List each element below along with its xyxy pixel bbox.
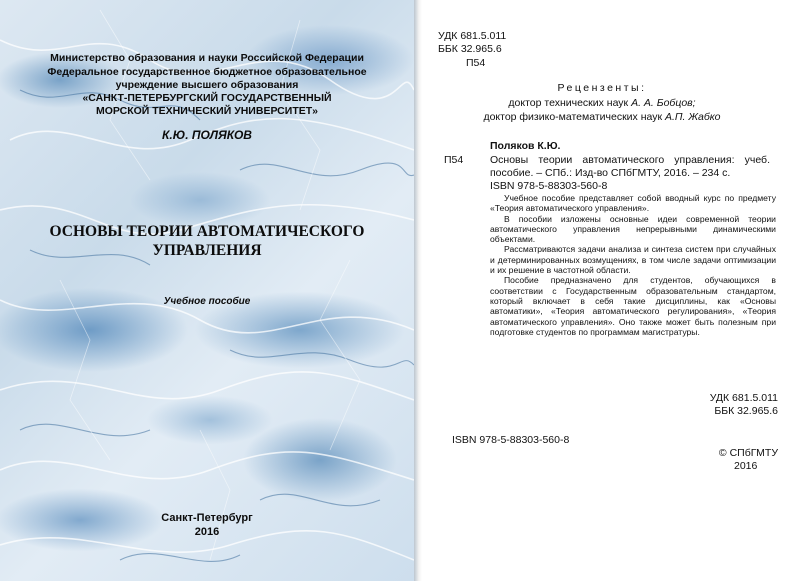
page-divider [414,0,422,581]
isbn-number: ISBN 978-5-88303-560-8 [490,180,608,192]
catalog-author-sign: П54 [444,154,464,166]
institution-line: Федеральное государственное бюджетное образовательное [47,66,367,78]
institution-line: учреждение высшего образования [115,79,299,91]
institution-line: МОРСКОЙ ТЕХНИЧЕСКИЙ УНИВЕРСИТЕТ» [95,105,318,117]
cover-title-line: ОСНОВЫ ТЕОРИИ АВТОМАТИЧЕСКОГО [49,223,365,240]
cover-title-line: УПРАВЛЕНИЯ [152,242,262,259]
reviewer-item [422,111,782,124]
cover-city: Санкт-Петербург [161,512,253,524]
reviewer-item [422,97,782,110]
udk-code: УДК 681.5.011 [438,30,507,42]
annotation-paragraph: Пособие предназначено для студентов, обучающихся в соответствии с Государственным образовательным стандартом, который включает в себя такие дисциплины, как «Основы автоматики», «Теория автоматического регулирования», «Теория автоматического управления». Оно также может быть полезным при подготовке студентов по программам магистратуры. [490,275,776,337]
institution-line: «САНКТ-ПЕТЕРБУРГСКИЙ ГОСУДАРСТВЕННЫЙ [82,92,332,104]
reviewers-heading: Рецензенты: [557,82,647,94]
annotation-paragraph: Учебное пособие представляет собой вводный курс по предмету «Теория автоматического управления». [490,193,776,214]
catalog-author: Поляков К.Ю. [490,140,561,152]
cover-year: 2016 [194,526,220,538]
reviewer-degree: доктор технических наук [508,97,629,109]
copyright-year: 2016 [734,460,758,472]
cover-title [30,222,384,260]
udk-code-bottom: УДК 681.5.011 [709,392,778,404]
author-sign: П54 [466,57,486,69]
cover-author: К.Ю. ПОЛЯКОВ [162,128,252,142]
reviewer-degree: доктор физико-математических наук [483,111,663,123]
bbk-code-bottom: ББК 32.965.6 [714,405,778,417]
isbn-number-bottom: ISBN 978-5-88303-560-8 [452,434,570,446]
reviewer-name: А.П. Жабко [664,111,721,123]
annotation-paragraph: Рассматриваются задачи анализа и синтеза систем при случайных и детерминированных возмущениях, в том числе задачи оптимизации и их решение в частотной области. [490,244,776,276]
annotation [490,193,776,337]
bbk-code: ББК 32.965.6 [438,43,502,55]
title-reverse-page [422,0,800,581]
annotation-paragraph: В пособии изложены основные идеи современной теории автоматического управления непрерывными динамическими объектами. [490,213,776,245]
publication-kind: Учебное пособие [163,296,251,307]
copyright-holder: © СПбГМТУ [718,447,778,459]
reviewer-name: А. А. Бобцов; [631,97,696,109]
institution-name [0,66,414,118]
bibliographic-description: Основы теории автоматического управления: учеб. пособие. – СПб.: Изд-во СПбГМТУ, 2016. – 234 с. [490,154,770,179]
ministry-line: Министерство образования и науки Российской Федерации [50,52,364,64]
